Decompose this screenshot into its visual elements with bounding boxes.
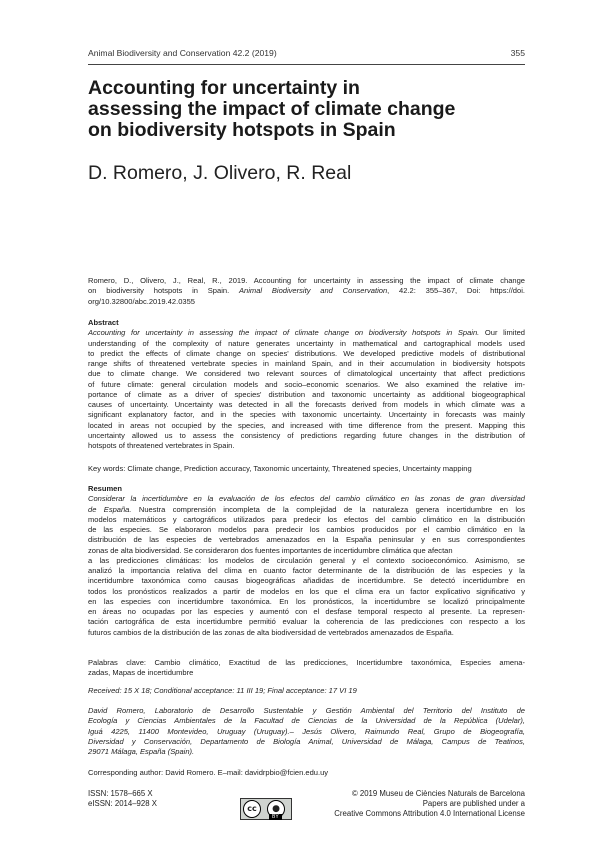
- by-person-icon: ●: [267, 800, 285, 818]
- resumen-text: analizó la importancia relativa del clima en cuanto factor determinante de la distribución de las especies y la: [88, 566, 525, 575]
- abstract-line: [88, 441, 525, 451]
- abstract-line: [88, 359, 525, 369]
- resumen-section: [88, 484, 525, 638]
- resumen-heading: Resumen: [88, 484, 122, 493]
- abstract-line: [88, 400, 525, 410]
- keywords: Key words: Climate change, Prediction accuracy, Taxonomic uncertainty, Threatened species, Uncertainty mapping: [88, 464, 472, 473]
- resumen-line: [88, 576, 525, 586]
- abstract-text: uncertainty allowed us to assess the consistency of predictions regarding future changes in the distribution of: [88, 430, 525, 440]
- article-title: [88, 78, 528, 141]
- affiliation-line: 29071 Málaga, España (Spain).: [88, 747, 195, 756]
- abstract-body: [88, 328, 525, 451]
- resumen-line: [88, 607, 525, 617]
- resumen-text: incertidumbre taxonómica como causas biogeográficas añadidas de incertidumbre. Se detectó incertidumbre en: [88, 576, 525, 586]
- abstract-text: understanding of the complexity of nature generates uncertainty in mathematical and cartographical models used: [88, 338, 525, 348]
- header-rule: [88, 64, 525, 65]
- resumen-line: [88, 597, 525, 607]
- cc-by-license-icon: [240, 798, 292, 820]
- resumen-text: de las especies. Se elaboraron modelos para predecir los cambios producidos por el cambio climático en la: [88, 525, 525, 534]
- abstract-text: to predict the effects of climate change on species' distributions. We developed predictive models of distributional: [88, 348, 525, 358]
- cc-icon: cc: [243, 800, 261, 818]
- abstract-line: [88, 349, 525, 359]
- resumen-line: [88, 546, 525, 556]
- resumen-body: [88, 494, 525, 638]
- resumen-text: a las predicciones climáticas: los modelos de circulación general y el contexto socioeconómico. Asimismo, se: [88, 555, 525, 565]
- citation-doi: org/10.32800/abc.2019.42.0355: [88, 296, 196, 306]
- abstract-line: [88, 328, 525, 338]
- title-line: Accounting for uncertainty in: [88, 78, 360, 99]
- abstract-heading: Abstract: [88, 318, 119, 327]
- license-block: [334, 789, 525, 820]
- abstract-text: hotspots of threatened vertebrates in Spain.: [88, 441, 235, 450]
- received-dates: Received: 15 X 18; Conditional acceptance: 11 III 19; Final acceptance: 17 VI 19: [88, 686, 357, 695]
- resumen-text: en las especies con incertidumbre taxonómica. En los pronósticos, la incertidumbre se localizó principalmente: [88, 596, 525, 606]
- eissn: eISSN: 2014–928 X: [88, 799, 157, 809]
- affiliation-line: Diversidad y Conservación, Departamento de Biología Animal, Universidad de Málaga, Campus de Teatinos,: [88, 736, 525, 746]
- copyright: © 2019 Museu de Ciències Naturals de Barcelona: [351, 789, 525, 798]
- corresponding-author: Corresponding author: David Romero. E–mail: davidrpbio@fcien.edu.uy: [88, 768, 329, 777]
- abstract-text: significant explanatory factor, and in the species with taxonomic uncertainty. Uncertainty in forecasts was mainly: [88, 410, 525, 420]
- affiliation-line: David Romero, Laboratorio de Desarrollo Sustentable y Gestión Ambiental del Territorio del Instituto de: [88, 706, 525, 715]
- resumen-line: [88, 566, 525, 576]
- citation-line: on biodiversity hotspots in Spain. Animal Biodiversity and Conservation, 42.2: 355–367, Doi: https://doi.: [88, 286, 525, 296]
- abstract-line: [88, 431, 525, 441]
- citation-line: Romero, D., Olivero, J., Real, R., 2019. Accounting for uncertainty in assessing the impact of climate change: [88, 276, 525, 285]
- resumen-line: [88, 515, 525, 525]
- resumen-text: todos los pronósticos realizados a partir de modelos en los que el clima era un factor explicativo significativo y: [88, 586, 525, 596]
- resumen-text: en áreas no ocupadas por las especies y aumentó con el desfase temporal respecto al presente. La represen-: [88, 607, 525, 616]
- resumen-line: [88, 617, 525, 627]
- palabras-line: zadas, Mapas de incertidumbre: [88, 668, 194, 678]
- resumen-line: [88, 494, 525, 504]
- by-label-icon: BY: [269, 814, 282, 820]
- issn-block: [88, 789, 157, 809]
- abstract-text: located in areas not occupied by the species, and increased with time difference from the present. Mapping this: [88, 420, 525, 430]
- author-list: D. Romero, J. Olivero, R. Real: [88, 162, 352, 184]
- license-name: Creative Commons Attribution 4.0 International License: [334, 809, 525, 819]
- resumen-text: zonas de alta biodiversidad. Se consideraron dos fuentes importantes de incertidumbre climática que afectan: [88, 545, 453, 555]
- abstract-text: Our limited: [479, 328, 525, 338]
- resumen-text: tación cartográfica de esta incertidumbre permitió evaluar la coherencia de las predicciones con respecto a los: [88, 617, 525, 627]
- resumen-line: [88, 535, 525, 545]
- title-line: on biodiversity hotspots in Spain: [88, 120, 396, 141]
- affiliation-line: Ecología y Ciencias Ambientales de la Facultad de Ciencias de la Universidad de la República (Udelar),: [88, 716, 525, 726]
- resumen-italic-title: Considerar la incertidumbre en la evaluación de los efectos del cambio climático en las zonas de gran diversidad: [88, 494, 525, 504]
- resumen-text: modelos matemáticos y cartográficos utilizados para predecir los efectos del cambio climático en la distribución: [88, 514, 525, 524]
- abstract-line: [88, 421, 525, 431]
- abstract-line: [88, 369, 525, 379]
- resumen-text: futuros cambios de la distribución de las zonas de alta biodiversidad de vertebrados amenazados de España.: [88, 627, 454, 637]
- abstract-italic-title: Accounting for uncertainty in assessing the impact of climate change on biodiversity hotspots in Spain.: [88, 328, 480, 338]
- abstract-text: due to climate change. We considered two relevant sources of climatological uncertainty that affect predictions: [88, 369, 525, 379]
- abstract-line: [88, 410, 525, 420]
- resumen-line: [88, 505, 525, 515]
- resumen-line: [88, 587, 525, 597]
- abstract-text: causes of uncertainty. Uncertainty was detected in all the forecasts derived from models in which climate was a: [88, 400, 525, 409]
- affiliation-line: Iguá 4225, 11400 Montevideo, Uruguay (Uruguay).– Jesús Olivero, Raimundo Real, Grupo de Biogeografía,: [88, 726, 525, 736]
- published-under: Papers are published under a: [422, 799, 525, 809]
- resumen-line: [88, 628, 525, 638]
- resumen-text: distribución de las especies de vertebrados amenazados en la España peninsular y en sus correspondientes: [88, 535, 525, 545]
- affiliation-block: [88, 706, 525, 757]
- abstract-text: range shifts of threatened vertebrate species in mainland Spain, and in their accumulation in biodiversity hotspots: [88, 359, 525, 368]
- resumen-line: [88, 556, 525, 566]
- resumen-italic-title: de España.: [88, 504, 132, 514]
- abstract-line: [88, 339, 525, 349]
- resumen-line: [88, 525, 525, 535]
- resumen-text: Nuestra comprensión incompleta de la complejidad de la naturaleza genera incertidumbre en los: [131, 504, 526, 514]
- citation-block: [88, 276, 525, 307]
- abstract-line: [88, 390, 525, 400]
- palabras-clave: [88, 658, 525, 679]
- abstract-text: portance of climate as a driver of species' distribution and taxonomic uncertainty as additional biogeographical: [88, 389, 525, 399]
- abstract-section: [88, 318, 525, 451]
- abstract-text: of future climate: general circulation models and socio–economic scenarios. We also examined the relative im-: [88, 379, 525, 389]
- running-header-page-number: 355: [510, 48, 525, 58]
- title-line: assessing the impact of climate change: [88, 99, 456, 120]
- issn: ISSN: 1578–665 X: [88, 789, 153, 798]
- abstract-line: [88, 380, 525, 390]
- citation-journal: Animal Biodiversity and Conservation: [239, 286, 388, 296]
- palabras-line: Palabras clave: Cambio climático, Exactitud de las predicciones, Incertidumbre taxonómica, Especies amena-: [88, 658, 525, 667]
- running-header-journal: Animal Biodiversity and Conservation 42.2 (2019): [88, 48, 277, 58]
